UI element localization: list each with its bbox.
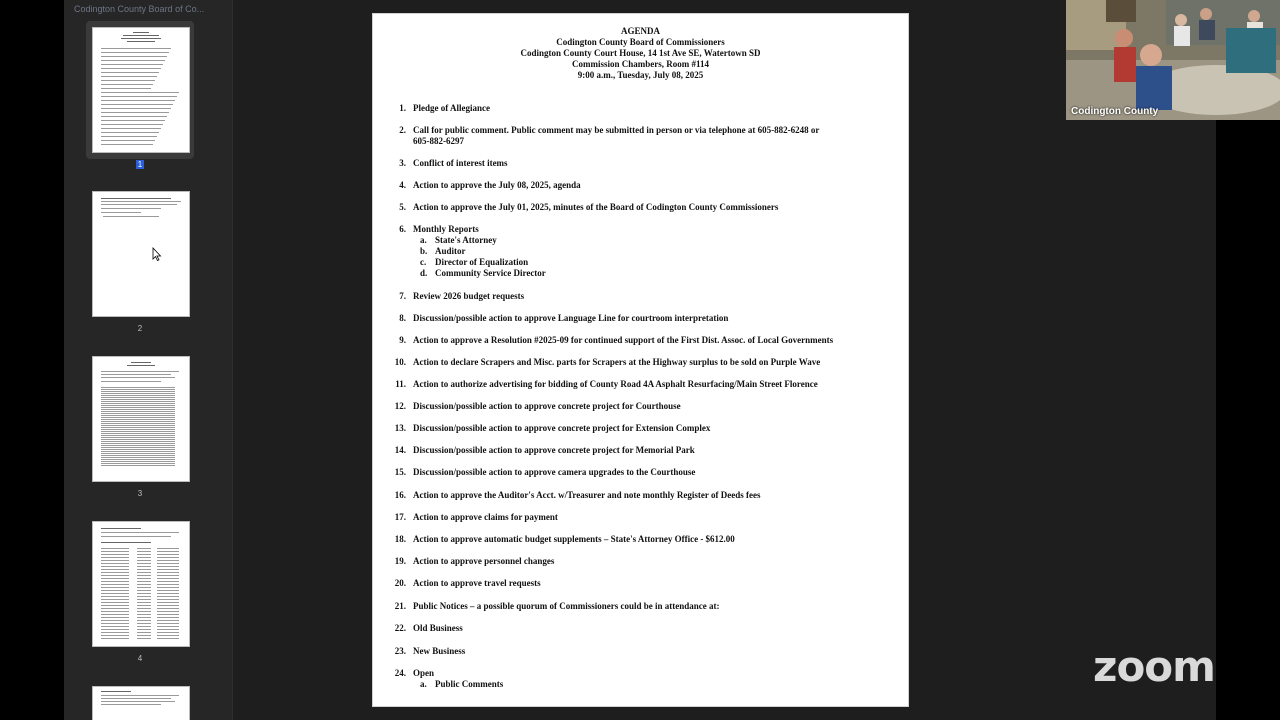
thumbnail-text-line — [101, 413, 175, 414]
thumbnail-text-line — [101, 554, 129, 555]
document-title: Codington County Board of Co... — [74, 4, 205, 14]
thumbnail-text-line — [101, 407, 175, 408]
room: Commission Chambers, Room #114 — [571, 59, 709, 69]
document-page — [372, 13, 909, 707]
thumbnail-text-line — [101, 611, 129, 612]
thumbnail-text-line — [137, 572, 151, 573]
thumbnail-text-line — [137, 605, 151, 606]
thumbnail-text-line — [101, 431, 175, 432]
thumbnail-text-line — [157, 611, 179, 612]
participant-video[interactable] — [1066, 0, 1280, 120]
thumbnail-text-line — [101, 698, 171, 699]
agenda-item-text: Action to approve the Auditor's Acct. w/Treasurer and note monthly Register of Deeds fees — [413, 490, 761, 500]
thumbnail-text-line — [101, 409, 175, 410]
thumbnail-text-line — [157, 560, 179, 561]
thumbnail-text-line — [101, 551, 129, 552]
thumbnail-text-line — [137, 575, 151, 576]
page-number-badge: 1 — [137, 160, 143, 169]
thumbnail-text-line — [101, 140, 155, 141]
thumbnail-sidebar[interactable] — [64, 0, 233, 720]
thumbnail-text-line — [137, 560, 151, 561]
thumbnail-text-line — [101, 395, 175, 396]
thumbnail-text-line — [101, 465, 175, 466]
agenda-item-number: 5. — [399, 202, 406, 212]
page-number: 2 — [137, 324, 143, 333]
thumbnail-text-line — [101, 542, 151, 543]
thumbnail-text-line — [127, 41, 155, 42]
thumbnail-text-line — [137, 557, 151, 558]
thumbnail-text-line — [101, 212, 141, 213]
thumbnail-text-line — [101, 536, 171, 537]
thumbnail-text-line — [101, 68, 161, 69]
thumbnail-text-line — [157, 548, 179, 549]
agenda-item-text: Action to authorize advertising for bidding of County Road 4A Asphalt Resurfacing/Main Street Florence — [413, 379, 818, 389]
thumbnail-text-line — [157, 599, 179, 600]
agenda-item-number: 11. — [395, 379, 406, 389]
thumbnail-text-line — [101, 100, 175, 101]
thumbnail-text-line — [137, 617, 151, 618]
thumbnail-text-line — [101, 429, 175, 430]
thumbnail-text-line — [101, 451, 175, 452]
thumbnail-text-line — [157, 566, 179, 567]
agenda-item-number: 1. — [399, 103, 406, 113]
subitem-text: Auditor — [435, 246, 466, 256]
thumbnail-text-line — [157, 614, 179, 615]
thumbnail-text-line — [101, 84, 153, 85]
thumbnail-text-line — [101, 391, 175, 392]
thumbnail-text-line — [101, 593, 129, 594]
thumbnail-text-line — [157, 551, 179, 552]
thumbnail-text-line — [137, 611, 151, 612]
agenda-item-text: Discussion/possible action to approve camera upgrades to the Courthouse — [413, 467, 696, 477]
agenda-item-text: Action to approve personnel changes — [413, 556, 555, 566]
thumbnail-text-line — [101, 136, 157, 137]
thumbnail-text-line — [101, 88, 151, 89]
thumbnail-text-line — [101, 635, 129, 636]
thumbnail-text-line — [101, 629, 129, 630]
left-letterbox — [0, 0, 64, 720]
participant-name: Codington County — [1071, 106, 1159, 117]
thumbnail-text-line — [101, 132, 159, 133]
thumbnail-text-line — [137, 587, 151, 588]
subitem-text: Community Service Director — [435, 268, 546, 278]
thumbnail-text-line — [157, 584, 179, 585]
agenda-item-number: 23. — [394, 646, 406, 656]
thumbnail-text-line — [157, 608, 179, 609]
thumbnail-text-line — [101, 584, 129, 585]
thumbnail-text-line — [137, 590, 151, 591]
thumbnail-text-line — [157, 563, 179, 564]
video-feed-image — [1066, 0, 1280, 120]
agenda-item-text: Action to approve claims for payment — [413, 512, 558, 522]
mouse-cursor-icon — [152, 247, 162, 261]
thumbnail-text-line — [101, 116, 167, 117]
thumbnail-text-line — [101, 581, 129, 582]
agenda-item-text: Action to approve the July 01, 2025, minutes of the Board of Codington County Commissioners — [413, 202, 779, 212]
agenda-item-number: 3. — [399, 158, 406, 168]
subitem-letter: d. — [420, 268, 428, 278]
thumbnail-text-line — [101, 569, 129, 570]
thumbnail-text-line — [157, 596, 179, 597]
thumbnail-text-line — [101, 419, 175, 420]
thumbnail-text-line — [137, 632, 151, 633]
thumbnail-text-line — [101, 371, 179, 372]
thumbnail-text-line — [137, 629, 151, 630]
thumbnail-text-line — [157, 554, 179, 555]
thumbnail-text-line — [101, 421, 175, 422]
subitem-text: Director of Equalization — [435, 257, 529, 267]
thumbnail-text-line — [101, 399, 175, 400]
thumbnail-text-line — [101, 445, 175, 446]
thumbnail-text-line — [137, 593, 151, 594]
thumbnail-text-line — [101, 403, 175, 404]
thumbnail-text-line — [101, 437, 175, 438]
thumbnail-text-line — [157, 635, 179, 636]
thumbnail-text-line — [101, 704, 161, 705]
thumbnail-text-line — [101, 60, 165, 61]
subitem-text: State's Attorney — [435, 235, 497, 245]
subitem-letter: c. — [420, 257, 427, 267]
agenda-item-text: Action to approve automatic budget supplements – State's Attorney Office - $612.00 — [413, 534, 735, 544]
thumbnail-text-line — [101, 617, 129, 618]
thumbnail-text-line — [101, 447, 175, 448]
thumbnail-text-line — [101, 377, 175, 378]
agenda-item-number: 2. — [399, 125, 406, 135]
thumbnail-text-line — [101, 605, 129, 606]
thumbnail-text-line — [101, 626, 129, 627]
thumbnail-text-line — [101, 528, 141, 529]
thumbnail-text-line — [157, 626, 179, 627]
thumbnail-text-line — [101, 441, 175, 442]
thumbnail-text-line — [101, 425, 175, 426]
subitem-letter: a. — [420, 679, 427, 689]
thumbnail-text-line — [101, 108, 171, 109]
thumbnail-text-line — [101, 104, 173, 105]
thumbnail-text-line — [157, 593, 179, 594]
thumbnail-text-line — [127, 365, 155, 366]
thumbnail-text-line — [137, 608, 151, 609]
thumbnail-text-line — [101, 433, 175, 434]
agenda-item-text: Discussion/possible action to approve concrete project for Memorial Park — [413, 445, 695, 455]
agenda-item-number: 20. — [394, 578, 406, 588]
agenda-item-number: 24. — [394, 668, 406, 678]
thumbnail-text-line — [137, 584, 151, 585]
thumbnail-text-line — [157, 620, 179, 621]
agenda-item-number: 8. — [399, 313, 406, 323]
thumbnail-text-line — [101, 578, 129, 579]
agenda-item-text: New Business — [413, 646, 466, 656]
thumbnail-text-line — [101, 411, 175, 412]
thumbnail-text-line — [101, 415, 175, 416]
thumbnail-text-line — [137, 569, 151, 570]
agenda-item-text: Discussion/possible action to approve Language Line for courtroom interpretation — [413, 313, 729, 323]
page-thumbnail-image — [92, 356, 190, 482]
thumbnail-text-line — [101, 405, 175, 406]
agenda-item-text: Review 2026 budget requests — [413, 291, 525, 301]
thumbnail-text-line — [101, 461, 175, 462]
thumbnail-text-line — [101, 632, 129, 633]
agenda-item-number: 10. — [394, 357, 406, 367]
thumbnail-text-line — [101, 144, 153, 145]
agenda-item-number: 9. — [399, 335, 406, 345]
subitem-text: Public Comments — [435, 679, 504, 689]
thumbnail-text-line — [101, 423, 175, 424]
thumbnail-text-line — [101, 572, 129, 573]
page-thumbnail-image — [92, 27, 190, 153]
thumbnail-text-line — [101, 387, 175, 388]
thumbnail-text-line — [101, 435, 175, 436]
agenda-item-text: Discussion/possible action to approve concrete project for Courthouse — [413, 401, 681, 411]
thumbnail-text-line — [101, 64, 163, 65]
agenda-item-number: 14. — [394, 445, 406, 455]
thumbnail-text-line — [137, 626, 151, 627]
agenda-item-number: 19. — [394, 556, 406, 566]
thumbnail-text-line — [101, 401, 175, 402]
thumbnail-text-line — [101, 596, 129, 597]
thumbnail-text-line — [101, 427, 175, 428]
thumbnail-text-line — [137, 623, 151, 624]
page-thumbnail-image — [92, 191, 190, 317]
thumbnail-text-line — [101, 198, 171, 199]
thumbnail-text-line — [157, 617, 179, 618]
agenda-item-text: Action to approve a Resolution #2025-09 for continued support of the First Dist. Assoc. of Local Governments — [413, 335, 834, 345]
page-thumbnail-image — [92, 521, 190, 647]
thumbnail-text-line — [101, 638, 129, 639]
subitem-letter: a. — [420, 235, 427, 245]
page-number: 3 — [137, 489, 143, 498]
agenda-item-text: Action to approve travel requests — [413, 578, 541, 588]
thumbnail-text-line — [157, 605, 179, 606]
thumbnail-text-line — [101, 48, 171, 49]
thumbnail-text-line — [101, 459, 175, 460]
thumbnail-text-line — [101, 52, 169, 53]
thumbnail-text-line — [101, 532, 179, 533]
thumbnail-text-line — [101, 96, 177, 97]
agenda-item-number: 15. — [394, 467, 406, 477]
thumbnail-text-line — [101, 548, 129, 549]
thumbnail-text-line — [157, 587, 179, 588]
thumbnail-text-line — [101, 393, 175, 394]
thumbnail-text-line — [101, 623, 129, 624]
agenda-item-text: Conflict of interest items — [413, 158, 508, 168]
thumbnail-text-line — [101, 76, 157, 77]
meeting-time: 9:00 a.m., Tuesday, July 08, 2025 — [577, 70, 704, 80]
thumbnail-text-line — [103, 216, 159, 217]
agenda-item-text: Old Business — [413, 623, 463, 633]
thumbnail-text-line — [101, 614, 129, 615]
agenda-item-number: 18. — [394, 534, 406, 544]
agenda-item-text: Public Notices – a possible quorum of Commissioners could be in attendance at: — [413, 601, 720, 611]
board-name: Codington County Board of Commissioners — [556, 37, 725, 47]
agenda-item-number: 7. — [399, 291, 406, 301]
thumbnail-text-line — [101, 201, 181, 202]
thumbnail-text-line — [101, 453, 175, 454]
thumbnail-text-line — [157, 575, 179, 576]
thumbnail-text-line — [123, 35, 159, 36]
location: Codington County Court House, 14 1st Ave SE, Watertown SD — [520, 48, 761, 58]
thumbnail-text-line — [101, 602, 129, 603]
thumbnail-text-line — [157, 581, 179, 582]
thumbnail-text-line — [137, 596, 151, 597]
thumbnail-text-line — [101, 417, 175, 418]
thumbnail-text-line — [101, 701, 175, 702]
agenda-item-number: 17. — [394, 512, 406, 522]
thumbnail-text-line — [101, 557, 129, 558]
page-number: 4 — [137, 654, 143, 663]
agenda-item-text: Action to approve the July 08, 2025, agenda — [413, 180, 581, 190]
thumbnail-text-line — [137, 638, 151, 639]
thumbnail-text-line — [101, 695, 179, 696]
thumbnail-text-line — [101, 590, 129, 591]
thumbnail-text-line — [131, 362, 151, 363]
agenda-item-text: Call for public comment. Public comment may be submitted in person or via telephone at 605-882-6248 or — [413, 125, 820, 135]
thumbnail-text-line — [101, 455, 175, 456]
thumbnail-text-line — [101, 112, 169, 113]
thumbnail-text-line — [101, 449, 175, 450]
thumbnail-text-line — [157, 569, 179, 570]
thumbnail-text-line — [137, 620, 151, 621]
thumbnail-text-line — [157, 629, 179, 630]
thumbnail-text-line — [157, 557, 179, 558]
thumbnail-text-line — [101, 608, 129, 609]
thumbnail-text-line — [133, 32, 149, 33]
thumbnail-text-line — [157, 590, 179, 591]
thumbnail-text-line — [137, 566, 151, 567]
thumbnail-text-line — [101, 691, 131, 692]
thumbnail-text-line — [101, 457, 175, 458]
thumbnail-text-line — [101, 566, 129, 567]
thumbnail-text-line — [101, 381, 161, 382]
thumbnail-text-line — [101, 575, 129, 576]
agenda-item-number: 6. — [399, 224, 406, 234]
thumbnail-text-line — [101, 463, 175, 464]
agenda-item-number: 21. — [394, 601, 406, 611]
agenda-item-text: Open — [413, 668, 435, 678]
thumbnail-text-line — [137, 563, 151, 564]
thumbnail-text-line — [157, 623, 179, 624]
thumbnail-text-line — [101, 439, 175, 440]
thumbnail-text-line — [137, 635, 151, 636]
thumbnail-text-line — [137, 599, 151, 600]
thumbnail-text-line — [157, 572, 179, 573]
thumbnail-text-line — [137, 581, 151, 582]
agenda-item-number: 4. — [399, 180, 406, 190]
thumbnail-text-line — [137, 554, 151, 555]
page-thumbnail-image — [92, 686, 190, 720]
thumbnail-text-line — [157, 602, 179, 603]
thumbnail-text-line — [101, 389, 175, 390]
thumbnail-text-line — [101, 397, 175, 398]
agenda-item-text: Action to declare Scrapers and Misc. parts for Scrapers at the Highway surplus to be sold on Purple Wave — [413, 357, 821, 367]
zoom-logo: zoom — [1093, 642, 1215, 691]
thumbnail-text-line — [101, 124, 163, 125]
thumbnail-text-line — [137, 548, 151, 549]
thumbnail-text-line — [101, 599, 129, 600]
thumbnail-text-line — [101, 56, 167, 57]
thumbnail-text-line — [101, 72, 159, 73]
thumbnail-text-line — [101, 443, 175, 444]
agenda-item-number: 12. — [394, 401, 406, 411]
agenda-item-number: 13. — [394, 423, 406, 433]
thumbnail-text-line — [137, 578, 151, 579]
thumbnail-text-line — [101, 120, 165, 121]
thumbnail-text-line — [101, 92, 179, 93]
agenda-item-text: Pledge of Allegiance — [413, 103, 490, 113]
thumbnail-text-line — [101, 560, 129, 561]
thumbnail-text-line — [101, 128, 161, 129]
thumbnail-text-line — [157, 578, 179, 579]
thumbnail-text-line — [137, 614, 151, 615]
subitem-letter: b. — [420, 246, 428, 256]
agenda-item-text: Discussion/possible action to approve concrete project for Extension Complex — [413, 423, 711, 433]
thumbnail-text-line — [157, 632, 179, 633]
thumbnail-text-line — [137, 551, 151, 552]
thumbnail-text-line — [157, 638, 179, 639]
agenda-item-number: 22. — [394, 623, 406, 633]
thumbnail-text-line — [101, 208, 161, 209]
thumbnail-text-line — [121, 38, 161, 39]
thumbnail-text-line — [101, 620, 129, 621]
thumbnail-text-line — [101, 204, 177, 205]
agenda-item-text: Monthly Reports — [413, 224, 479, 234]
thumbnail-text-line — [137, 602, 151, 603]
thumbnail-text-line — [101, 587, 129, 588]
thumbnail-text-line — [101, 374, 171, 375]
agenda-item-number: 16. — [394, 490, 406, 500]
agenda-heading: AGENDA — [620, 26, 660, 36]
agenda-item-text-continued: 605-882-6297 — [413, 136, 464, 146]
thumbnail-text-line — [101, 80, 155, 81]
thumbnail-text-line — [101, 563, 129, 564]
